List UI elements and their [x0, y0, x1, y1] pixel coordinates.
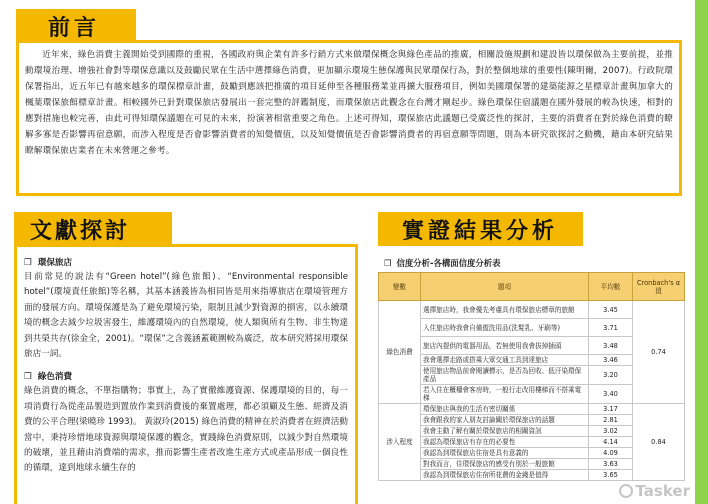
- item-cell: 我認為到環保旅店住宿所花費的金錢是值得: [421, 470, 589, 481]
- watermark-text: Tasker: [635, 482, 690, 500]
- literature-heading-text: 文獻探討: [30, 218, 131, 244]
- item-cell: 我會主動了解有關於環保旅店的相關資訊: [421, 426, 589, 437]
- section-text: 目前常見的說法有“Green hotel”(綠色旅館)、“Environmental responsible hotel”(環境責任旅館)等名稱，其基本涵義皆為相同皆是用來指導旅店在環境管理方面的發展方向。環境保護是為了避免環境污染，限制且減少對資源的損害，以永續環境的概念去減少垃圾害發生，維護環境內的自然環境，使人類與所有生物、非生物達到共榮共存(徐金全，2001)。“環保”之含義涵蓋範圍較為廣泛，故本研究將採用環保旅店一詞。: [24, 272, 348, 360]
- literature-heading: [14, 212, 172, 246]
- mean-cell: 3.65: [589, 470, 633, 481]
- mean-cell: 4.09: [589, 448, 633, 459]
- section-text: 綠色消費的概念，不單指購物；事實上，為了實徹維護資源、保護環境的目的，每一項消費行為從產品製造到置放作業到消費後的棄置處理，都必須顧及生態、經濟及消費的公平合理(梁曉珍 1993)。 黃淑玲(2015) 綠色消費的精神在於消費者在經濟活動當中，秉持珍惜地球資源與環境保護的觀念，實踐綠色消費原則，以減少對自然環境的破壞，並且藉由消費端的需求，推而影響生產者改進生產方式或產品形成一個良性的循環，達到地球永續生存的: [24, 386, 348, 474]
- item-cell: 環保旅店與我的生活有密切關係: [421, 404, 589, 415]
- variable-cell: 涉入程度: [379, 404, 421, 481]
- column-header: 平均數: [589, 273, 633, 301]
- item-cell: 若入住在櫃檯會客房時，一般行走改用樓梯而不搭乘電梯: [421, 385, 589, 404]
- item-cell: 我認為環保旅店有存在的必要性: [421, 437, 589, 448]
- item-cell: 選擇旅店時，我會優先考慮具有環保旅店標章的旅館: [421, 301, 589, 319]
- item-cell: 旅店內提供的電器用品，若無使用我會拔掉插頭: [421, 337, 589, 355]
- table-header-row: [379, 273, 685, 301]
- mean-cell: 3.02: [589, 426, 633, 437]
- mean-cell: 4.14: [589, 437, 633, 448]
- item-cell: 入住旅店時我會自備盥洗用品(洗髮乳、牙刷等): [421, 319, 589, 337]
- square-bullet-icon: ❒: [24, 258, 32, 268]
- section-title-text: 綠色消費: [37, 372, 73, 383]
- mean-cell: 3.17: [589, 404, 633, 415]
- intro-box: [16, 40, 682, 196]
- results-heading: [378, 212, 583, 246]
- column-header: Cronbach's α值: [633, 273, 685, 301]
- mean-cell: 3.63: [589, 459, 633, 470]
- variable-cell: 綠色消費: [379, 301, 421, 404]
- intro-heading: [16, 9, 136, 43]
- column-header: 變數: [379, 273, 421, 301]
- item-cell: 對我而言，住環保旅店的感受有別於一般旅館: [421, 459, 589, 470]
- reliability-table: [378, 272, 685, 481]
- section-title: [24, 256, 348, 268]
- intro-heading-text: 前言: [48, 15, 101, 41]
- table-title-text: 信度分析-各構面信度分析表: [396, 258, 501, 268]
- table-title: [384, 257, 501, 269]
- item-cell: 使用旅店物品前會閱讀標示，是否為回收、低汙染環保產品: [421, 366, 589, 385]
- mean-cell: 3.46: [589, 355, 633, 366]
- side-rail: [695, 0, 708, 504]
- item-cell: 我會選擇走路或搭乘大眾交通工具到達旅店: [421, 355, 589, 366]
- square-bullet-icon: ❒: [384, 258, 392, 268]
- intro-paragraph: 近年來，綠色消費主義開始受到國際的重視，各國政府與企業有許多行銷方式來做環保概念與綠色產品的推廣，相關設施規劃和建設皆以環保做為主要前提，並推動環境治理、增強社會對等環保意識以及鼓勵民眾在生活中選擇綠色消費，更加顯示環境生態保護與民眾環保行為，對於整個地球的重要性(陳明爾，2007)。行政院環保署指出，近五年已有越來越多的環保標章計畫，鼓勵到應該把推廣的項目延伸至各種服務業並再擴大服務項目，例如美國環保署的建築能源之星標章計畫與加拿大的楓葉環保旅館標章計畫。相較國外已針對環保旅店發展出一套完整的評鑑制度，而環保旅店此觀念在台灣才剛起步。綠色環保住宿議題在國外發展的較為快速，相對的應對措施也較完善，由此可得知環保議題在可見的未來，扮演著相當重要之角色。上述可得知，環保旅店此議題已受廣泛性的探討，主要的消費者在對於綠色消費的瞭解多寡是否影響再宿意願，而涉入程度是否會影響消費者的知覺價值，以及知覺價值是否會影響消費者的再宿意願等問題，則為本研究欲探討之動機，藉由本研究結果瞭解環保旅店業者在未來營運之參考。: [25, 50, 673, 156]
- mean-cell: 3.45: [589, 301, 633, 319]
- section-title: [24, 370, 348, 382]
- mean-cell: 2.81: [589, 415, 633, 426]
- alpha-cell: 0.74: [633, 301, 685, 404]
- mean-cell: 3.71: [589, 319, 633, 337]
- watermark: [619, 482, 691, 500]
- item-cell: 我認為到環保旅店住宿是具有意義的: [421, 448, 589, 459]
- table-row: [379, 301, 685, 319]
- section-title-text: 環保旅店: [37, 258, 73, 268]
- table-row: [379, 404, 685, 415]
- alpha-cell: 0.84: [633, 404, 685, 481]
- watermark-logo-icon: [619, 484, 633, 498]
- mean-cell: 3.40: [589, 385, 633, 404]
- literature-box: [14, 244, 358, 504]
- results-heading-text: 實證結果分析: [402, 218, 559, 244]
- column-header: 題項: [421, 273, 589, 301]
- square-bullet-icon: ❒: [24, 372, 32, 383]
- mean-cell: 3.20: [589, 366, 633, 385]
- mean-cell: 3.48: [589, 337, 633, 355]
- item-cell: 我會跟我的家人朋友討論關於環保旅店的話題: [421, 415, 589, 426]
